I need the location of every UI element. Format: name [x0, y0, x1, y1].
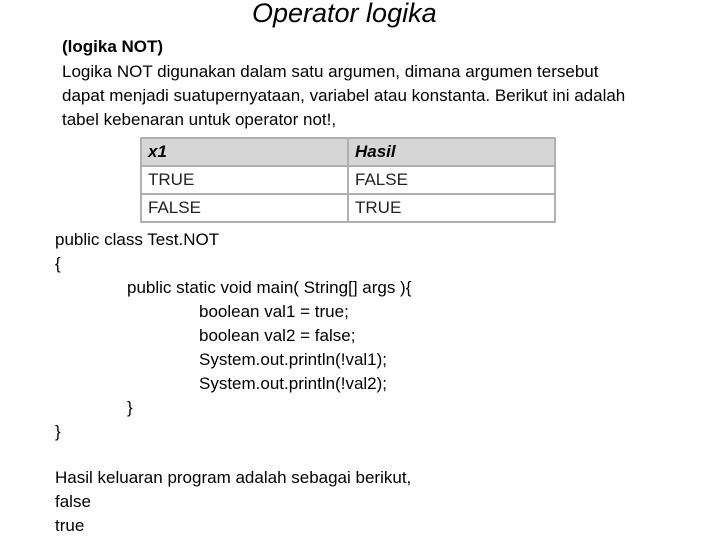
paragraph-line: dapat menjadi suatupernyataan, variabel atau konstanta. Berikut ini adalah	[62, 86, 626, 105]
code-line: {	[55, 254, 61, 273]
description-paragraph	[62, 60, 702, 132]
table-cell: FALSE	[141, 194, 348, 222]
code-line: public static void main( String[] args ){	[127, 278, 412, 297]
output-line: false	[55, 492, 91, 511]
table-header-row	[141, 138, 555, 166]
code-line: System.out.println(!val1);	[199, 350, 388, 369]
table-cell: TRUE	[348, 194, 555, 222]
code-line: public class Test.NOT	[55, 230, 220, 249]
truth-table	[140, 137, 556, 223]
output-intro: Hasil keluaran program adalah sebagai berikut,	[55, 468, 412, 487]
program-output	[55, 466, 411, 538]
table-row	[141, 166, 555, 194]
paragraph-line: tabel kebenaran untuk operator not!,	[62, 110, 337, 129]
table-cell: FALSE	[348, 166, 555, 194]
code-line: }	[127, 398, 133, 417]
code-line: boolean val2 = false;	[199, 326, 356, 345]
table-cell: TRUE	[141, 166, 348, 194]
code-line: }	[55, 422, 61, 441]
code-line: boolean val1 = true;	[199, 302, 349, 321]
paragraph-line: Logika NOT digunakan dalam satu argumen, dimana argumen tersebut	[62, 62, 599, 81]
output-line: true	[55, 516, 85, 535]
column-header-hasil: Hasil	[348, 138, 555, 166]
code-block	[55, 228, 411, 444]
code-line: System.out.println(!val2);	[199, 374, 388, 393]
section-subtitle: (logika NOT)	[62, 37, 164, 56]
column-header-x1: x1	[141, 138, 348, 166]
page-title: Operator logika	[252, 0, 437, 28]
table-row	[141, 194, 555, 222]
